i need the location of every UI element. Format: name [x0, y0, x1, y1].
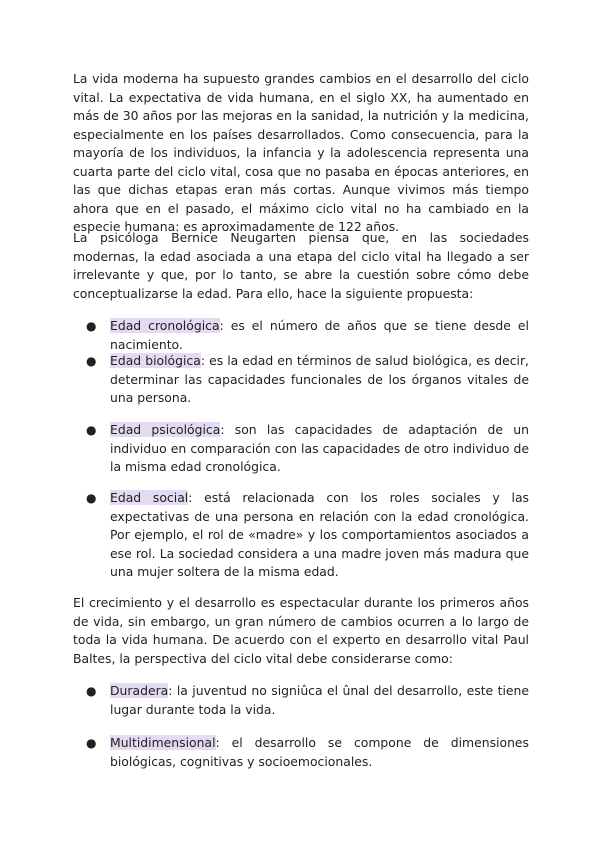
highlighted-term: Edad social [110, 490, 189, 505]
bullet-icon: ● [86, 423, 97, 437]
paragraph-baltes: El crecimiento y el desarrollo es espectacular durante los primeros años de vida, sin embargo, un gran número de cambios ocurren a lo largo de toda la vida humana. De acuerdo con el experto en desarrollo vital Paul Baltes, la perspectiva del ciclo vital debe considerarse como: [73, 595, 529, 666]
term-description: : son las capacidades de adaptación de un individuo en comparación con las capacidades de otro individuo de la misma edad cronológica. [110, 422, 529, 474]
term-description: : es el número de años que se tiene desde el nacimiento. [110, 318, 529, 352]
highlighted-term: Edad psicológica [110, 422, 221, 437]
bullet-icon: ● [86, 736, 97, 750]
list-item-chronological-age [86, 317, 529, 354]
list-item-biological-age [86, 352, 529, 408]
bullet-icon: ● [86, 684, 97, 698]
bullet-icon: ● [86, 491, 97, 505]
term-description: : es la edad en términos de salud biológica, es decir, determinar las capacidades funcionales de los órganos vitales de una persona. [110, 353, 529, 405]
list-item-social-age [86, 489, 529, 582]
bullet-icon: ● [86, 354, 97, 368]
highlighted-term: Multidimensional [110, 735, 216, 750]
list-item-text [110, 734, 529, 771]
list-item-text [110, 352, 529, 408]
list-item-text [110, 421, 529, 477]
list-item-text [110, 317, 529, 354]
list-item-text [110, 682, 529, 719]
list-item-psychological-age [86, 421, 529, 477]
term-description: : el desarrollo se compone de dimensiones biológicas, cognitivas y socioemocionales. [110, 735, 529, 769]
paragraph-modern-life: La vida moderna ha supuesto grandes cambios en el desarrollo del ciclo vital. La expectativa de vida humana, en el siglo XX, ha aumentado en más de 30 años por las mejoras en la sanidad, la nutrición y la medicina, especialmente en los países desarrollados. Como consecuencia, para la mayoría de los individuos, la infancia y la adolescencia representa una cuarta parte del ciclo vital, cosa que no pasaba en épocas anteriores, en las que dichas etapas eran más cortas. Aunque vivimos más tiempo ahora que en el pasado, el máximo ciclo vital no ha cambiado en la especie humana: es aproximadamente de 122 años. [73, 71, 529, 234]
term-description: : está relacionada con los roles sociales y las expectativas de una persona en relación con la edad cronológica. Por ejemplo, el rol de «madre» y los comportamientos asociados a ese rol. La sociedad considera a una madre joven más madura que una mujer soltera de la misma edad. [110, 490, 530, 579]
highlighted-term: Duradera [110, 683, 169, 698]
list-item-lifelong [86, 682, 529, 719]
list-item-text [110, 489, 529, 582]
paragraph-neugarten: La psicóloga Bernice Neugarten piensa que, en las sociedades modernas, la edad asociada a una etapa del ciclo vital ha llegado a ser irrelevante y que, por lo tanto, se abre la cuestión sobre cómo debe conceptualizarse la edad. Para ello, hace la siguiente propuesta: [73, 230, 529, 301]
highlighted-term: Edad biológica [110, 353, 201, 368]
list-item-multidimensional [86, 734, 529, 771]
bullet-icon: ● [86, 319, 97, 333]
highlighted-term: Edad cronológica [110, 318, 220, 333]
term-description: : la juventud no signiûca el ûnal del desarrollo, este tiene lugar durante toda la vida. [110, 683, 529, 717]
